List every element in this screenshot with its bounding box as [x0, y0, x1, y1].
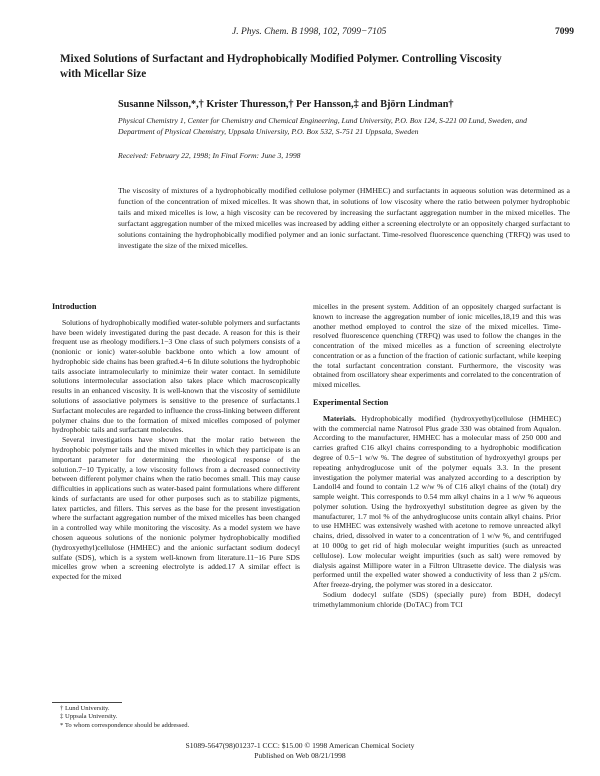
abstract: The viscosity of mixtures of a hydrophobically modified cellulose polymer (HMHEC) and surfactants in aqueous solution was determined as a function of the concentration of mixed micelles. It was shown that, in solutions of low viscosity where the ratio between polymer hydrophobic tails and mixed micelles is low, a high viscosity can be recovered by increasing the surfactant aggregation number in the mixed micelles. The surfactant aggregation number of the mixed micelles was increased by adding either a screening electrolyte or an oppositely charged surfactant to solutions containing the hydrophobically modified polymer and an ionic surfactant. Time-resolved fluorescence quenching (TRFQ) was used to investigate the size of the mixed micelles. — [118, 186, 570, 250]
author-list: Susanne Nilsson,*,† Krister Thuresson,† Per Hansson,‡ and Björn Lindman† — [118, 99, 454, 110]
materials-lead: Materials. — [323, 413, 356, 423]
running-header — [0, 27, 600, 41]
footnote-lund: † Lund University. — [60, 705, 110, 712]
received-dates: Received: February 22, 1998; In Final Form: June 3, 1998 — [118, 151, 301, 160]
intro-continuation: micelles in the present system. Addition of an oppositely charged surfactant is known to increase the aggregation number of ionic micelles,18,19 and this was another method employed to control the size of the mixed micelles. Time-resolved fluorescence quenching (TRFQ) was used to follow the changes in the concentration of the mixed micelles as a function of screening electrolyte concentration or as a function of the fraction of cationic surfactant, while keeping the total surfactant concentration constant. Furthermore, the viscosity was obtained from oscillatory shear experiments and correlated to the concentration of mixed micelles. — [313, 302, 561, 390]
footer-published: Published on Web 08/21/1998 — [254, 751, 346, 760]
intro-paragraph-2: Several investigations have shown that the molar ratio between the hydrophobic polymer tails and the mixed micelles in which they participate is an important parameter for determining the rheological response of the solution.7−10 Typically, a low viscosity follows from a decreased connectivity between different polymer chains when the ratio becomes small. This may cause difficulties in applications such as water-based paint formulations where different kinds of surfactants are used for other purposes such as to stabilize pigments, latex particles, and fillers. This serves as the base for the present investigation where the surfactant aggregation number of the mixed micelles has been changed in a controlled way while monitoring the viscosity. As a model system we have chosen aqueous solutions of the nonionic polymer hydrophobically modified (hydroxyethyl)cellulose (HMHEC) and the anionic surfactant sodium dodecyl sulfate (SDS), which is a system well-known from literature.11−16 Pure SDS micelles grow when a screening electrolyte is added.17 A similar effect is expected for the mixed — [52, 435, 300, 582]
left-column — [52, 302, 300, 582]
materials-paragraph-2: Sodium dodecyl sulfate (SDS) (specially pure) from BDH, dodecyl trimethylammonium chloride (DoTAC) from TCI — [313, 589, 561, 609]
footnote-rule — [52, 702, 122, 703]
journal-citation: J. Phys. Chem. B 1998, 102, 7099−7105 — [232, 27, 387, 37]
materials-paragraph — [313, 414, 561, 590]
section-heading-experimental: Experimental Section — [313, 398, 389, 408]
section-heading-introduction: Introduction — [52, 302, 97, 311]
intro-paragraph-1: Solutions of hydrophobically modified water-soluble polymers and surfactants have been widely investigated during the past decade. A reason for this is their frequent use as rheology modifiers.1−3 One class of such polymers consists of a (nonionic or ionic) water-soluble backbone onto which a low amount of hydrophobic side chains has been grafted.4−6 In dilute solutions the hydrophobic tails associate intramolecularly to minimize their water contact. In semidilute solutions intermolecular association also takes place which macroscopically results in an enhanced viscosity. It is well-known that the viscosity of semidilute solutions of associative polymers is sensitive to the presence of surfactants.1 Surfactant molecules are regarded to influence the cross-linking between different polymer chains due to the formation of mixed micelles composed of polymer hydrophobic tails and surfactant molecules. — [52, 317, 300, 435]
footnote-uppsala: ‡ Uppsala University. — [60, 713, 118, 721]
right-column — [313, 302, 561, 609]
page-footer — [0, 741, 600, 761]
footer-copyright: S1089-5647(98)01237-1 CCC: $15.00 © 1998 American Chemical Society — [185, 741, 415, 750]
article-title: Mixed Solutions of Surfactant and Hydrophobically Modified Polymer. Controlling Viscosity with Micellar Size — [60, 53, 502, 80]
materials-text: Hydrophobically modified (hydroxyethyl)cellulose (HMHEC) with the commercial name Natrosol Plus grade 330 was obtained from Aqualon. According to the manufacturer, HMHEC has a molecular mass of 250 000 and carries grafted C16 alkyl chains corresponding to a hydrophobic modification degree of 0.5−1 w/w %. The degree of substitution of hydroxyethyl groups per repeating anhydroglucose unit of the polymer equals 3.3. In the present investigation the polymer material was analyzed according to a description by Landoll4 and found to contain 1.2 w/w % of C16 alkyl chains of the (total) dry sample weight. This corresponds to 0.54 mm alkyl chains in a 1 w/w % aqueous polymer solution. Using the hydroxyethyl substitution degree as given by the manufacturer, 1.7 mol % of the anhydroglucose units contain alkyl chains. Prior to use HMHEC was extensively washed with acetone to remove unreacted alkyl chains, dried, dissolved in water to a concentration of 1 w/w %, and centrifuged at 10 000g to get rid of high molecular weight impurities (such as unreacted cellulose). Low molecular weight impurities (such as salt) were removed by dialysis against Millipore water in a Filtron Ultrasette device. The dialysis was performed until the expelled water showed a conductivity of less than 2 µS/cm. After freeze-drying, the polymer was stored in a desiccator. — [313, 413, 562, 590]
footnote-correspondence: * To whom correspondence should be addressed. — [60, 721, 190, 729]
footnotes — [60, 705, 189, 730]
affiliation: Physical Chemistry 1, Center for Chemistry and Chemical Engineering, Lund University, P.O. Box 124, S-221 00 Lund, Sweden, and Department of Physical Chemistry, Uppsala University, P.O. Box 532, S-751 21 Uppsala, Sweden — [118, 116, 527, 136]
page-number: 7099 — [555, 27, 574, 37]
